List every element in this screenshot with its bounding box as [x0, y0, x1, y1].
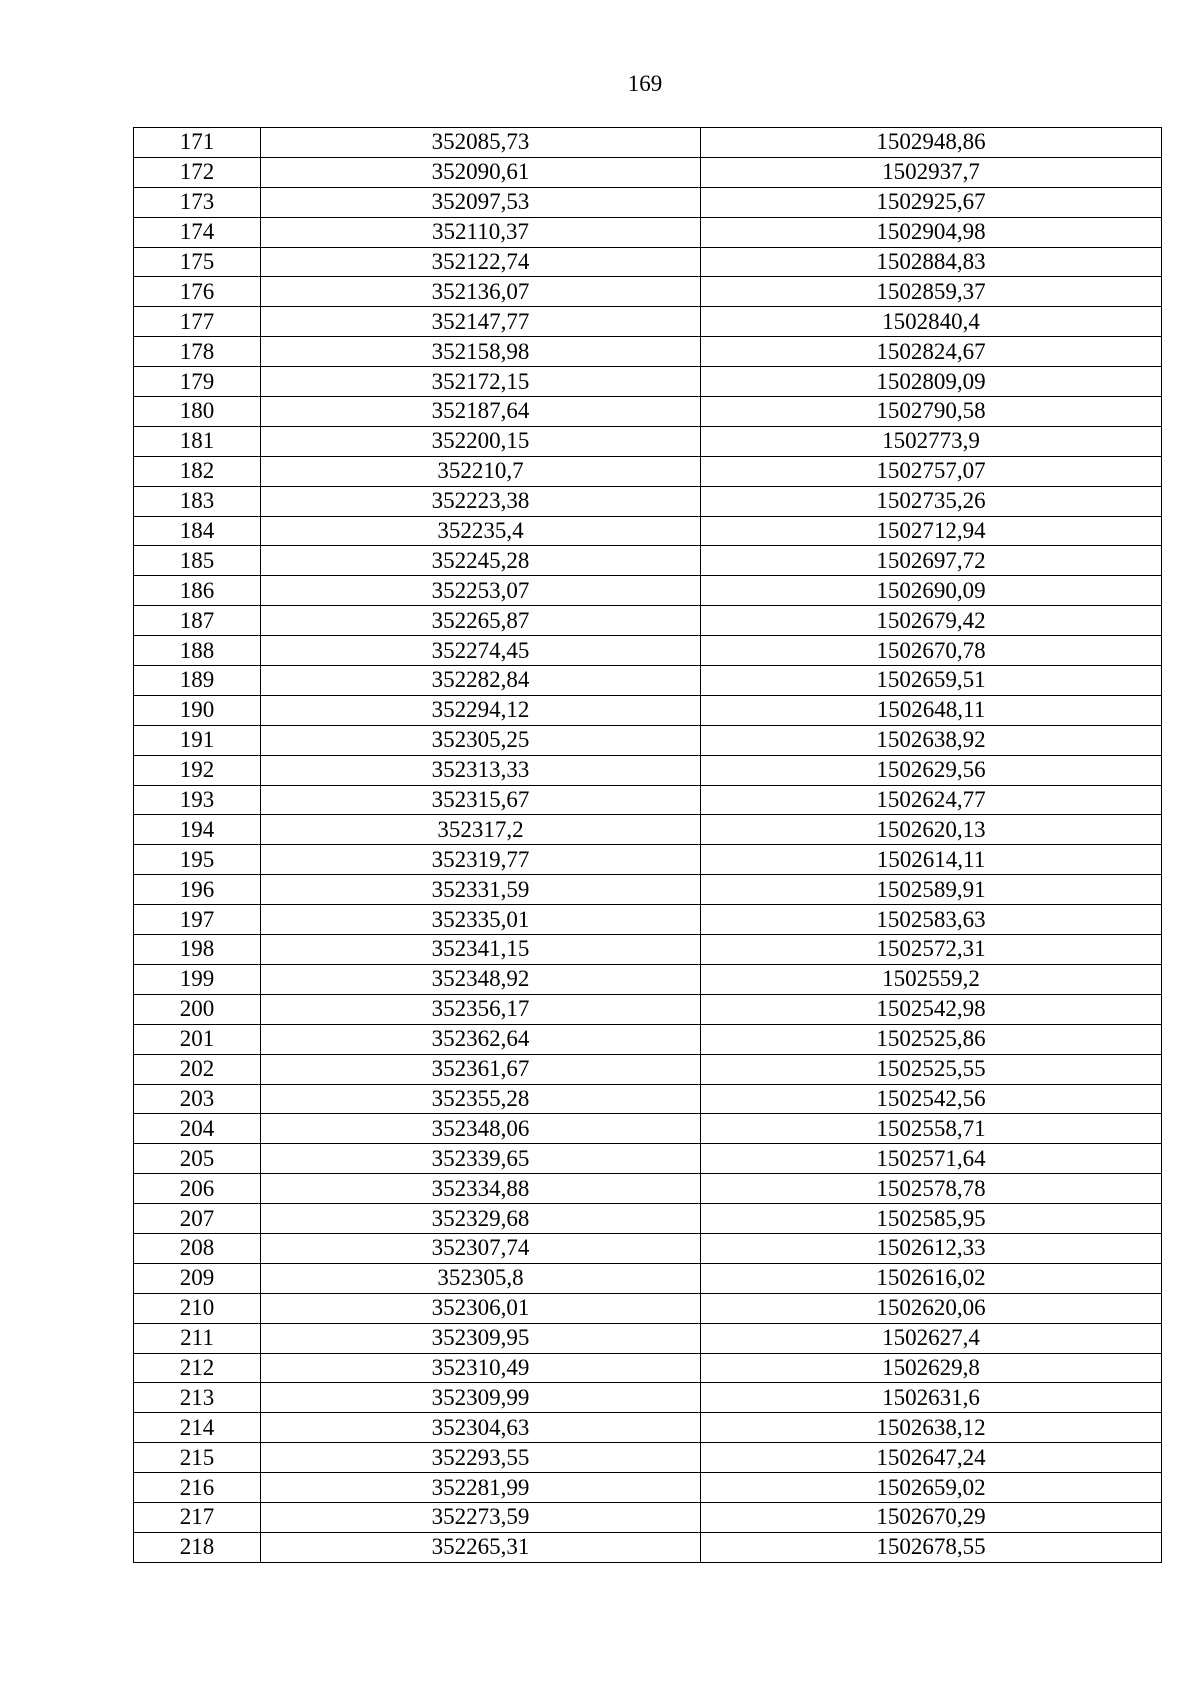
table-row [134, 815, 1162, 845]
point-number-cell: 188 [134, 636, 261, 666]
x-coordinate-cell: 352304,63 [261, 1413, 701, 1443]
point-number-cell: 212 [134, 1353, 261, 1383]
y-coordinate-cell: 1502757,07 [701, 456, 1162, 486]
x-coordinate-cell: 352294,12 [261, 695, 701, 725]
x-coordinate-cell: 352331,59 [261, 875, 701, 905]
y-coordinate-cell: 1502589,91 [701, 875, 1162, 905]
x-coordinate-cell: 352253,07 [261, 576, 701, 606]
x-coordinate-cell: 352147,77 [261, 307, 701, 337]
point-number-cell: 196 [134, 875, 261, 905]
point-number-cell: 195 [134, 845, 261, 875]
x-coordinate-cell: 352282,84 [261, 666, 701, 696]
y-coordinate-cell: 1502937,7 [701, 157, 1162, 187]
y-coordinate-cell: 1502620,06 [701, 1293, 1162, 1323]
y-coordinate-cell: 1502773,9 [701, 426, 1162, 456]
table-row [134, 277, 1162, 307]
y-coordinate-cell: 1502638,92 [701, 725, 1162, 755]
table-row [134, 397, 1162, 427]
table-row [134, 1443, 1162, 1473]
y-coordinate-cell: 1502620,13 [701, 815, 1162, 845]
y-coordinate-cell: 1502679,42 [701, 606, 1162, 636]
table-row [134, 845, 1162, 875]
table-row [134, 606, 1162, 636]
y-coordinate-cell: 1502612,33 [701, 1233, 1162, 1263]
x-coordinate-cell: 352097,53 [261, 187, 701, 217]
point-number-cell: 202 [134, 1054, 261, 1084]
point-number-cell: 208 [134, 1233, 261, 1263]
table-row [134, 1114, 1162, 1144]
point-number-cell: 187 [134, 606, 261, 636]
y-coordinate-cell: 1502948,86 [701, 128, 1162, 158]
x-coordinate-cell: 352305,25 [261, 725, 701, 755]
table-row [134, 994, 1162, 1024]
x-coordinate-cell: 352305,8 [261, 1263, 701, 1293]
point-number-cell: 185 [134, 546, 261, 576]
table-row [134, 1293, 1162, 1323]
table-row [134, 187, 1162, 217]
x-coordinate-cell: 352245,28 [261, 546, 701, 576]
x-coordinate-cell: 352341,15 [261, 935, 701, 965]
table-row [134, 1084, 1162, 1114]
point-number-cell: 209 [134, 1263, 261, 1293]
point-number-cell: 191 [134, 725, 261, 755]
x-coordinate-cell: 352307,74 [261, 1233, 701, 1263]
x-coordinate-cell: 352085,73 [261, 128, 701, 158]
point-number-cell: 201 [134, 1024, 261, 1054]
point-number-cell: 192 [134, 755, 261, 785]
point-number-cell: 172 [134, 157, 261, 187]
table-row [134, 964, 1162, 994]
point-number-cell: 206 [134, 1174, 261, 1204]
point-number-cell: 174 [134, 217, 261, 247]
x-coordinate-cell: 352293,55 [261, 1443, 701, 1473]
y-coordinate-cell: 1502583,63 [701, 905, 1162, 935]
point-number-cell: 173 [134, 187, 261, 217]
point-number-cell: 213 [134, 1383, 261, 1413]
table-row [134, 785, 1162, 815]
y-coordinate-cell: 1502624,77 [701, 785, 1162, 815]
point-number-cell: 179 [134, 367, 261, 397]
table-row [134, 636, 1162, 666]
x-coordinate-cell: 352136,07 [261, 277, 701, 307]
point-number-cell: 199 [134, 964, 261, 994]
y-coordinate-cell: 1502659,51 [701, 666, 1162, 696]
table-row [134, 1323, 1162, 1353]
table-row [134, 546, 1162, 576]
x-coordinate-cell: 352334,88 [261, 1174, 701, 1204]
table-row [134, 666, 1162, 696]
table-row [134, 157, 1162, 187]
point-number-cell: 197 [134, 905, 261, 935]
y-coordinate-cell: 1502824,67 [701, 337, 1162, 367]
x-coordinate-cell: 352348,06 [261, 1114, 701, 1144]
point-number-cell: 214 [134, 1413, 261, 1443]
x-coordinate-cell: 352313,33 [261, 755, 701, 785]
point-number-cell: 186 [134, 576, 261, 606]
table-row [134, 307, 1162, 337]
table-row [134, 337, 1162, 367]
x-coordinate-cell: 352339,65 [261, 1144, 701, 1174]
x-coordinate-cell: 352309,95 [261, 1323, 701, 1353]
point-number-cell: 182 [134, 456, 261, 486]
table-row [134, 725, 1162, 755]
table-row [134, 755, 1162, 785]
y-coordinate-cell: 1502627,4 [701, 1323, 1162, 1353]
table-row [134, 875, 1162, 905]
table-row [134, 1024, 1162, 1054]
y-coordinate-cell: 1502670,29 [701, 1502, 1162, 1532]
y-coordinate-cell: 1502542,56 [701, 1084, 1162, 1114]
point-number-cell: 190 [134, 695, 261, 725]
x-coordinate-cell: 352172,15 [261, 367, 701, 397]
y-coordinate-cell: 1502735,26 [701, 486, 1162, 516]
x-coordinate-cell: 352335,01 [261, 905, 701, 935]
y-coordinate-cell: 1502629,56 [701, 755, 1162, 785]
x-coordinate-cell: 352317,2 [261, 815, 701, 845]
point-number-cell: 217 [134, 1502, 261, 1532]
table-row [134, 217, 1162, 247]
x-coordinate-cell: 352348,92 [261, 964, 701, 994]
table-row [134, 367, 1162, 397]
table-row [134, 1383, 1162, 1413]
point-number-cell: 207 [134, 1204, 261, 1234]
point-number-cell: 198 [134, 935, 261, 965]
point-number-cell: 194 [134, 815, 261, 845]
y-coordinate-cell: 1502614,11 [701, 845, 1162, 875]
x-coordinate-cell: 352309,99 [261, 1383, 701, 1413]
point-number-cell: 204 [134, 1114, 261, 1144]
x-coordinate-cell: 352274,45 [261, 636, 701, 666]
y-coordinate-cell: 1502648,11 [701, 695, 1162, 725]
y-coordinate-cell: 1502884,83 [701, 247, 1162, 277]
x-coordinate-cell: 352281,99 [261, 1473, 701, 1503]
point-number-cell: 177 [134, 307, 261, 337]
point-number-cell: 200 [134, 994, 261, 1024]
x-coordinate-cell: 352090,61 [261, 157, 701, 187]
table-row [134, 1413, 1162, 1443]
table-row [134, 905, 1162, 935]
table-row [134, 695, 1162, 725]
x-coordinate-cell: 352315,67 [261, 785, 701, 815]
y-coordinate-cell: 1502859,37 [701, 277, 1162, 307]
point-number-cell: 210 [134, 1293, 261, 1323]
table-row [134, 1532, 1162, 1562]
x-coordinate-cell: 352187,64 [261, 397, 701, 427]
x-coordinate-cell: 352110,37 [261, 217, 701, 247]
point-number-cell: 183 [134, 486, 261, 516]
coordinates-table-body [134, 128, 1162, 1563]
y-coordinate-cell: 1502638,12 [701, 1413, 1162, 1443]
point-number-cell: 180 [134, 397, 261, 427]
point-number-cell: 181 [134, 426, 261, 456]
y-coordinate-cell: 1502925,67 [701, 187, 1162, 217]
y-coordinate-cell: 1502678,55 [701, 1532, 1162, 1562]
point-number-cell: 189 [134, 666, 261, 696]
y-coordinate-cell: 1502904,98 [701, 217, 1162, 247]
point-number-cell: 218 [134, 1532, 261, 1562]
table-row [134, 486, 1162, 516]
point-number-cell: 171 [134, 128, 261, 158]
point-number-cell: 211 [134, 1323, 261, 1353]
y-coordinate-cell: 1502571,64 [701, 1144, 1162, 1174]
point-number-cell: 216 [134, 1473, 261, 1503]
y-coordinate-cell: 1502809,09 [701, 367, 1162, 397]
table-row [134, 576, 1162, 606]
point-number-cell: 193 [134, 785, 261, 815]
y-coordinate-cell: 1502631,6 [701, 1383, 1162, 1413]
x-coordinate-cell: 352265,87 [261, 606, 701, 636]
table-row [134, 1263, 1162, 1293]
x-coordinate-cell: 352356,17 [261, 994, 701, 1024]
y-coordinate-cell: 1502558,71 [701, 1114, 1162, 1144]
x-coordinate-cell: 352200,15 [261, 426, 701, 456]
y-coordinate-cell: 1502670,78 [701, 636, 1162, 666]
table-row [134, 1502, 1162, 1532]
point-number-cell: 175 [134, 247, 261, 277]
table-row [134, 456, 1162, 486]
x-coordinate-cell: 352235,4 [261, 516, 701, 546]
x-coordinate-cell: 352223,38 [261, 486, 701, 516]
table-row [134, 1233, 1162, 1263]
x-coordinate-cell: 352273,59 [261, 1502, 701, 1532]
table-row [134, 516, 1162, 546]
x-coordinate-cell: 352122,74 [261, 247, 701, 277]
y-coordinate-cell: 1502629,8 [701, 1353, 1162, 1383]
table-row [134, 1473, 1162, 1503]
x-coordinate-cell: 352362,64 [261, 1024, 701, 1054]
point-number-cell: 203 [134, 1084, 261, 1114]
point-number-cell: 215 [134, 1443, 261, 1473]
y-coordinate-cell: 1502647,24 [701, 1443, 1162, 1473]
table-row [134, 426, 1162, 456]
y-coordinate-cell: 1502525,55 [701, 1054, 1162, 1084]
x-coordinate-cell: 352310,49 [261, 1353, 701, 1383]
coordinates-table [133, 127, 1162, 1563]
x-coordinate-cell: 352319,77 [261, 845, 701, 875]
y-coordinate-cell: 1502790,58 [701, 397, 1162, 427]
point-number-cell: 184 [134, 516, 261, 546]
point-number-cell: 176 [134, 277, 261, 307]
y-coordinate-cell: 1502712,94 [701, 516, 1162, 546]
y-coordinate-cell: 1502840,4 [701, 307, 1162, 337]
x-coordinate-cell: 352210,7 [261, 456, 701, 486]
x-coordinate-cell: 352329,68 [261, 1204, 701, 1234]
point-number-cell: 205 [134, 1144, 261, 1174]
table-row [134, 128, 1162, 158]
x-coordinate-cell: 352306,01 [261, 1293, 701, 1323]
y-coordinate-cell: 1502559,2 [701, 964, 1162, 994]
y-coordinate-cell: 1502616,02 [701, 1263, 1162, 1293]
y-coordinate-cell: 1502690,09 [701, 576, 1162, 606]
table-row [134, 1144, 1162, 1174]
x-coordinate-cell: 352158,98 [261, 337, 701, 367]
table-row [134, 247, 1162, 277]
y-coordinate-cell: 1502525,86 [701, 1024, 1162, 1054]
x-coordinate-cell: 352361,67 [261, 1054, 701, 1084]
table-row [134, 1054, 1162, 1084]
y-coordinate-cell: 1502659,02 [701, 1473, 1162, 1503]
y-coordinate-cell: 1502697,72 [701, 546, 1162, 576]
table-row [134, 1174, 1162, 1204]
y-coordinate-cell: 1502578,78 [701, 1174, 1162, 1204]
table-row [134, 1353, 1162, 1383]
x-coordinate-cell: 352265,31 [261, 1532, 701, 1562]
table-row [134, 1204, 1162, 1234]
point-number-cell: 178 [134, 337, 261, 367]
table-row [134, 935, 1162, 965]
page-number: 169 [627, 71, 663, 96]
x-coordinate-cell: 352355,28 [261, 1084, 701, 1114]
y-coordinate-cell: 1502585,95 [701, 1204, 1162, 1234]
y-coordinate-cell: 1502542,98 [701, 994, 1162, 1024]
y-coordinate-cell: 1502572,31 [701, 935, 1162, 965]
